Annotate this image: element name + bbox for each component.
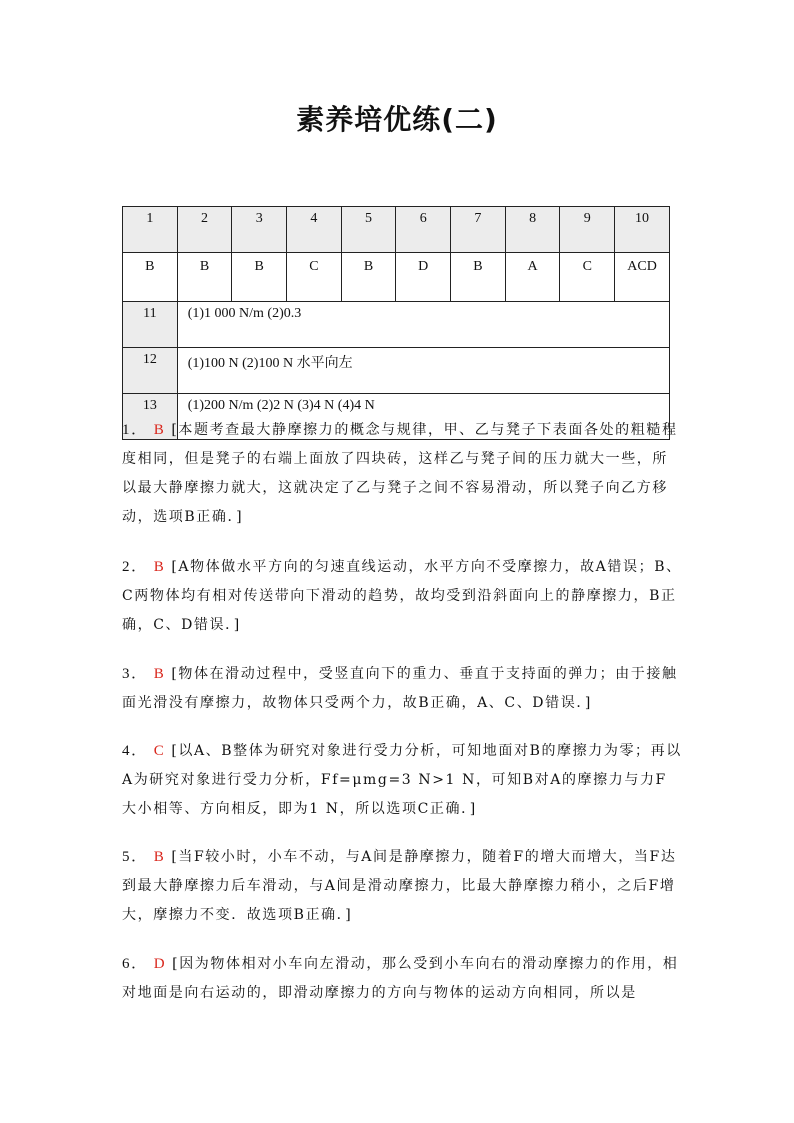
solution-number: 3． xyxy=(122,666,148,682)
table-cell: A xyxy=(505,253,560,302)
table-cell: B xyxy=(177,253,232,302)
solution-4 xyxy=(122,737,682,824)
solution-answer-letter: B xyxy=(153,422,166,438)
table-cell: ACD xyxy=(615,253,670,302)
table-row-answer: (1)100 N (2)100 N 水平向左 xyxy=(177,348,669,394)
solution-2 xyxy=(122,553,682,640)
solution-text: [因为物体相对小车向左滑动，那么受到小车向右的滑动摩擦力的作用，相对地面是向右运动的，即滑动摩擦力的方向与物体的运动方向相同，所以是 xyxy=(122,956,679,1001)
table-cell: B xyxy=(123,253,178,302)
table-cell: 3 xyxy=(232,207,287,253)
table-cell: B xyxy=(232,253,287,302)
table-row-number: 13 xyxy=(123,394,178,440)
table-cell: 2 xyxy=(177,207,232,253)
table-cell: 8 xyxy=(505,207,560,253)
solution-number: 2． xyxy=(122,559,148,575)
table-cell: B xyxy=(451,253,506,302)
table-cell: 1 xyxy=(123,207,178,253)
table-row-answer: (1)200 N/m (2)2 N (3)4 N (4)4 N xyxy=(177,394,669,440)
table-cell: 10 xyxy=(615,207,670,253)
solution-5 xyxy=(122,843,682,930)
table-cell: 9 xyxy=(560,207,615,253)
solution-text: [物体在滑动过程中，受竖直向下的重力、垂直于支持面的弹力；由于接触面光滑没有摩擦力，故物体只受两个力，故B正确，A、C、D错误．] xyxy=(122,666,678,711)
table-cell: 7 xyxy=(451,207,506,253)
solution-6 xyxy=(122,950,682,1008)
table-row-number: 12 xyxy=(123,348,178,394)
solution-3 xyxy=(122,660,682,718)
table-cell: 6 xyxy=(396,207,451,253)
solution-text: [本题考查最大静摩擦力的概念与规律，甲、乙与凳子下表面各处的粗糙程度相同，但是凳子的右端上面放了四块砖，这样乙与凳子间的压力就大一些，所以最大静摩擦力就大，这就决定了乙与凳子之间不容易滑动，所以凳子向乙方移动，选项B正确．] xyxy=(122,422,678,525)
table-answer-row xyxy=(123,253,670,302)
solution-number: 4． xyxy=(122,743,148,759)
solution-1 xyxy=(122,416,682,532)
solution-answer-letter: B xyxy=(153,559,166,575)
solution-answer-letter: C xyxy=(153,743,166,759)
solution-number: 6． xyxy=(122,956,148,972)
table-row-number: 11 xyxy=(123,302,178,348)
table-cell: 4 xyxy=(287,207,342,253)
solution-text: [当F较小时，小车不动，与A间是静摩擦力，随着F的增大而增大，当F达到最大静摩擦力后车滑动，与A间是滑动摩擦力，比最大静摩擦力稍小，之后F增大，摩擦力不变．故选项B正确．] xyxy=(122,849,677,923)
table-cell: C xyxy=(560,253,615,302)
solution-number: 1． xyxy=(122,422,148,438)
solution-text: [以A、B整体为研究对象进行受力分析，可知地面对B的摩擦力为零；再以A为研究对象进行受力分析，Ff=μmg=3 N>1 N，可知B对A的摩擦力与力F大小相等、方向相反，即为1 N，所以选项C正确．] xyxy=(122,743,682,817)
table-cell: B xyxy=(341,253,396,302)
table-row xyxy=(123,302,670,348)
table-row-answer: (1)1 000 N/m (2)0.3 xyxy=(177,302,669,348)
table-row xyxy=(123,348,670,394)
solution-number: 5． xyxy=(122,849,148,865)
table-cell: 5 xyxy=(341,207,396,253)
answer-table xyxy=(122,206,670,440)
solution-answer-letter: D xyxy=(153,956,167,972)
table-cell: C xyxy=(287,253,342,302)
table-header-row xyxy=(123,207,670,253)
page-title: 素养培优练(二) xyxy=(296,103,498,136)
table-cell: D xyxy=(396,253,451,302)
solution-answer-letter: B xyxy=(153,666,166,682)
solution-text: [A物体做水平方向的匀速直线运动，水平方向不受摩擦力，故A错误；B、C两物体均有相对传送带向下滑动的趋势，故均受到沿斜面向上的静摩擦力，B正确，C、D错误．] xyxy=(122,559,682,633)
solution-answer-letter: B xyxy=(153,849,166,865)
